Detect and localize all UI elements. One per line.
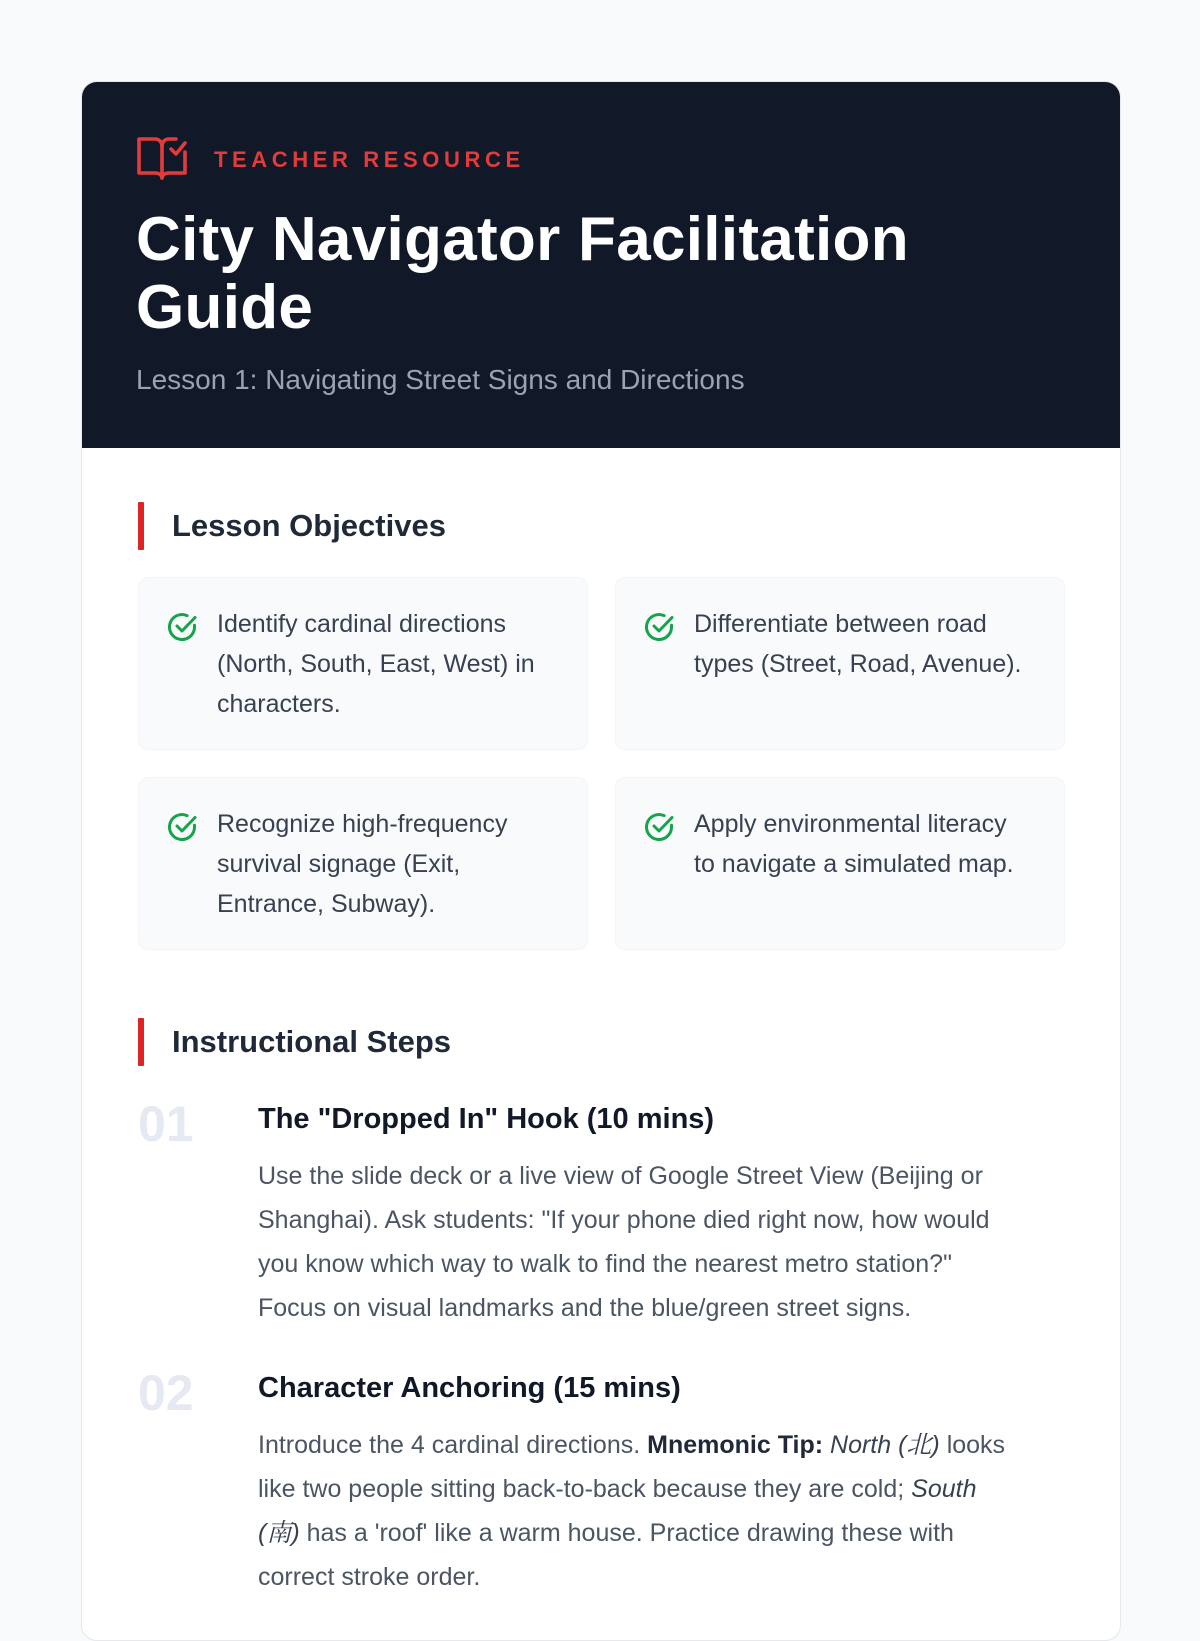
south-character: (南) (258, 1519, 300, 1547)
page-subtitle: Lesson 1: Navigating Street Signs and Directions (136, 364, 745, 395)
page-title-line-1: City Navigator Facilitation (136, 205, 909, 274)
section-accent-bar (138, 502, 144, 550)
step-text: Introduce the 4 cardinal directions. (258, 1431, 648, 1459)
objective-text (217, 604, 535, 749)
page-title (136, 206, 1066, 342)
step-title: The "Dropped In" Hook (10 mins) (258, 1103, 715, 1135)
south-term: South (911, 1475, 977, 1503)
check-circle-icon (642, 804, 676, 949)
step-description (258, 1423, 1064, 1599)
objective-card-1 (138, 577, 588, 750)
north-term: North (北) (830, 1431, 940, 1459)
book-check-icon (136, 134, 188, 187)
step-line: Use the slide deck or a live view of Google Street View (Beijing or (258, 1162, 983, 1190)
objective-line: Identify cardinal directions (217, 610, 507, 638)
check-circle-icon (642, 604, 676, 749)
eyebrow (136, 138, 1066, 182)
objective-text (694, 804, 1014, 949)
hero-header (82, 82, 1120, 448)
step-title: Character Anchoring (15 mins) (258, 1372, 681, 1404)
step-1 (138, 1096, 1064, 1330)
objective-card-4 (615, 777, 1065, 950)
guide-content (82, 448, 1120, 1599)
objective-line: survival signage (Exit, (217, 850, 461, 878)
page-title-line-2: Guide (136, 273, 314, 342)
objective-line: Entrance, Subway). (217, 890, 436, 918)
objective-line: Apply environmental literacy (694, 810, 1007, 838)
step-text: correct stroke order. (258, 1563, 481, 1591)
check-circle-icon (165, 604, 199, 749)
objective-card-3 (138, 777, 588, 950)
step-description (258, 1154, 1064, 1330)
objectives-section-heading (138, 502, 1064, 550)
eyebrow-label: TEACHER RESOURCE (214, 147, 525, 172)
step-number: 01 (138, 1096, 194, 1152)
step-text: like two people sitting back-to-back because they are cold; (258, 1475, 912, 1503)
objective-line: to navigate a simulated map. (694, 850, 1014, 878)
objective-card-2 (615, 577, 1065, 750)
objective-line: (North, South, East, West) in (217, 650, 535, 678)
step-number: 02 (138, 1365, 194, 1421)
mnemonic-tip-label: Mnemonic Tip: (647, 1431, 824, 1459)
objective-text (694, 604, 1022, 749)
step-2 (138, 1365, 1064, 1599)
objective-text (217, 804, 507, 949)
step-text: has a 'roof' like a warm house. Practice drawing these with (299, 1519, 954, 1547)
step-line: Shanghai). Ask students: "If your phone died right now, how would (258, 1206, 990, 1234)
step-line: you know which way to walk to find the nearest metro station?" (258, 1250, 952, 1278)
objective-line: types (Street, Road, Avenue). (694, 650, 1022, 678)
step-line: Focus on visual landmarks and the blue/green street signs. (258, 1294, 912, 1322)
objective-line: Differentiate between road (694, 610, 987, 638)
check-circle-icon (165, 804, 199, 949)
objectives-grid (138, 577, 1064, 950)
objective-line: characters. (217, 690, 341, 718)
step-text: looks (939, 1431, 1006, 1459)
guide-card (81, 81, 1121, 1641)
section-accent-bar (138, 1018, 144, 1066)
step-text (823, 1431, 830, 1459)
steps-section-heading (138, 1018, 1064, 1066)
objectives-title: Lesson Objectives (172, 508, 446, 543)
objective-line: Recognize high-frequency (217, 810, 508, 838)
steps-title: Instructional Steps (172, 1024, 452, 1059)
